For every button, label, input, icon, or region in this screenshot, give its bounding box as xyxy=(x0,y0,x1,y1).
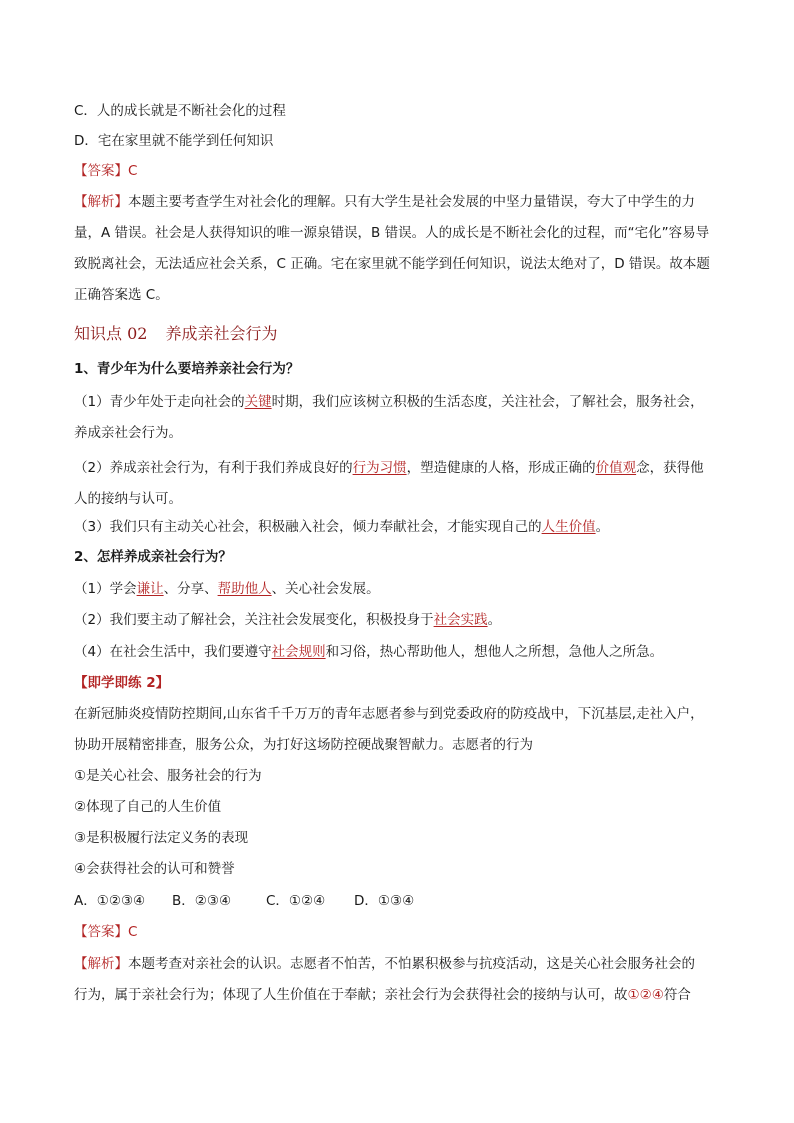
text: 符合 xyxy=(663,987,691,1003)
choice-row xyxy=(74,892,734,910)
keyword: 谦让 xyxy=(136,581,164,597)
option-c: C．人的成长就是不断社会化的过程 xyxy=(74,103,286,119)
answer-tag: 【答案】 xyxy=(74,163,128,179)
text: （3）我们只有主动关心社会，积极融入社会，倾力奉献社会，才能实现自己的 xyxy=(74,519,542,535)
analysis-line-4: 正确答案选 C。 xyxy=(74,287,169,303)
practice-stem-2: 协助开展精密排查，服务公众，为打好这场防控硬战聚智献力。志愿者的行为 xyxy=(74,737,533,753)
how-point-2 xyxy=(74,611,734,629)
keyword: 社会实践 xyxy=(433,612,488,628)
text: 行为，属于亲社会行为；体现了人生价值在于奉献；亲社会行为会获得社会的接纳与认可，故 xyxy=(74,987,628,1003)
how-point-1 xyxy=(74,580,734,598)
answer-value: C xyxy=(128,924,138,940)
practice-answer xyxy=(74,923,734,941)
highlighted-options: ①②④ xyxy=(627,987,664,1003)
why-point-2-cont: 人的接纳与认可。 xyxy=(74,491,182,507)
statement-2: ②体现了自己的人生价值 xyxy=(74,799,222,815)
text: 时期，我们应该树立积极的生活态度，关注社会，了解社会，服务社会， xyxy=(271,394,704,410)
analysis-tag: 【解析】 xyxy=(74,194,128,210)
why-point-1-cont: 养成亲社会行为。 xyxy=(74,425,182,441)
why-point-3 xyxy=(74,518,734,536)
text: （2）养成亲社会行为，有利于我们养成良好的 xyxy=(74,460,353,476)
keyword: 帮助他人 xyxy=(217,581,272,597)
text: （1）青少年处于走向社会的 xyxy=(74,394,245,410)
analysis-line-2: 量，A 错误。社会是人获得知识的唯一源泉错误，B 错误。人的成长是不断社会化的过程，而“宅化”容易导 xyxy=(74,225,710,241)
option-d: D．宅在家里就不能学到任何知识 xyxy=(74,133,274,149)
how-point-4 xyxy=(74,643,734,661)
analysis-text: 本题主要考查学生对社会化的理解。只有大学生是社会发展的中坚力量错误，夸大了中学生的力 xyxy=(128,194,695,210)
text: （1）学会 xyxy=(74,581,137,597)
section-title: 养成亲社会行为 xyxy=(165,324,278,343)
statement-4: ④会获得社会的认可和赞誉 xyxy=(74,861,235,877)
why-point-1 xyxy=(74,393,734,411)
section-heading xyxy=(74,323,277,345)
analysis-text: 本题考查对亲社会的认识。志愿者不怕苦，不怕累积极参与抗疫活动，这是关心社会服务社会的 xyxy=(128,956,695,972)
section-number: 知识点 02 xyxy=(74,324,148,343)
answer-value: C xyxy=(128,163,138,179)
statement-1: ①是关心社会、服务社会的行为 xyxy=(74,768,262,784)
text: 。 xyxy=(487,612,502,628)
text: 、关心社会发展。 xyxy=(271,581,380,597)
keyword: 价值观 xyxy=(595,460,637,476)
analysis-tag: 【解析】 xyxy=(74,956,128,972)
keyword: 行为习惯 xyxy=(352,460,407,476)
analysis-line-1 xyxy=(74,193,734,211)
text: （4）在社会生活中，我们要遵守 xyxy=(74,644,272,660)
choice-d: D．①③④ xyxy=(354,893,415,909)
practice-stem-1: 在新冠肺炎疫情防控期间,山东省千千万万的青年志愿者参与到党委政府的防疫战中，下沉基层,走社入户， xyxy=(74,706,704,722)
text: 。 xyxy=(595,519,610,535)
text: ，塑造健康的人格，形成正确的 xyxy=(406,460,596,476)
choice-a: A．①②③④ xyxy=(74,893,146,909)
answer-line xyxy=(74,162,734,180)
text: （2）我们要主动了解社会，关注社会发展变化，积极投身于 xyxy=(74,612,434,628)
analysis-line-3: 致脱离社会，无法适应社会关系，C 正确。宅在家里就不能学到任何知识，说法太绝对了，D 错误。故本题 xyxy=(74,256,710,272)
choice-c: C．①②④ xyxy=(266,893,326,909)
keyword: 人生价值 xyxy=(541,519,596,535)
practice-analysis-1 xyxy=(74,955,734,973)
text: 、分享、 xyxy=(163,581,218,597)
how-question: 2、怎样养成亲社会行为？ xyxy=(74,549,232,565)
why-question: 1、青少年为什么要培养亲社会行为？ xyxy=(74,361,300,377)
keyword: 关键 xyxy=(244,394,272,410)
why-point-2 xyxy=(74,459,734,477)
statement-3: ③是积极履行法定义务的表现 xyxy=(74,830,249,846)
keyword: 社会规则 xyxy=(271,644,326,660)
practice-tag: 【即学即练 2】 xyxy=(74,675,170,691)
text: 念，获得他 xyxy=(636,460,704,476)
choice-b: B．②③④ xyxy=(172,893,232,909)
practice-analysis-2 xyxy=(74,986,734,1004)
text: 和习俗，热心帮助他人，想他人之所想，急他人之所急。 xyxy=(325,644,664,660)
answer-tag: 【答案】 xyxy=(74,924,128,940)
